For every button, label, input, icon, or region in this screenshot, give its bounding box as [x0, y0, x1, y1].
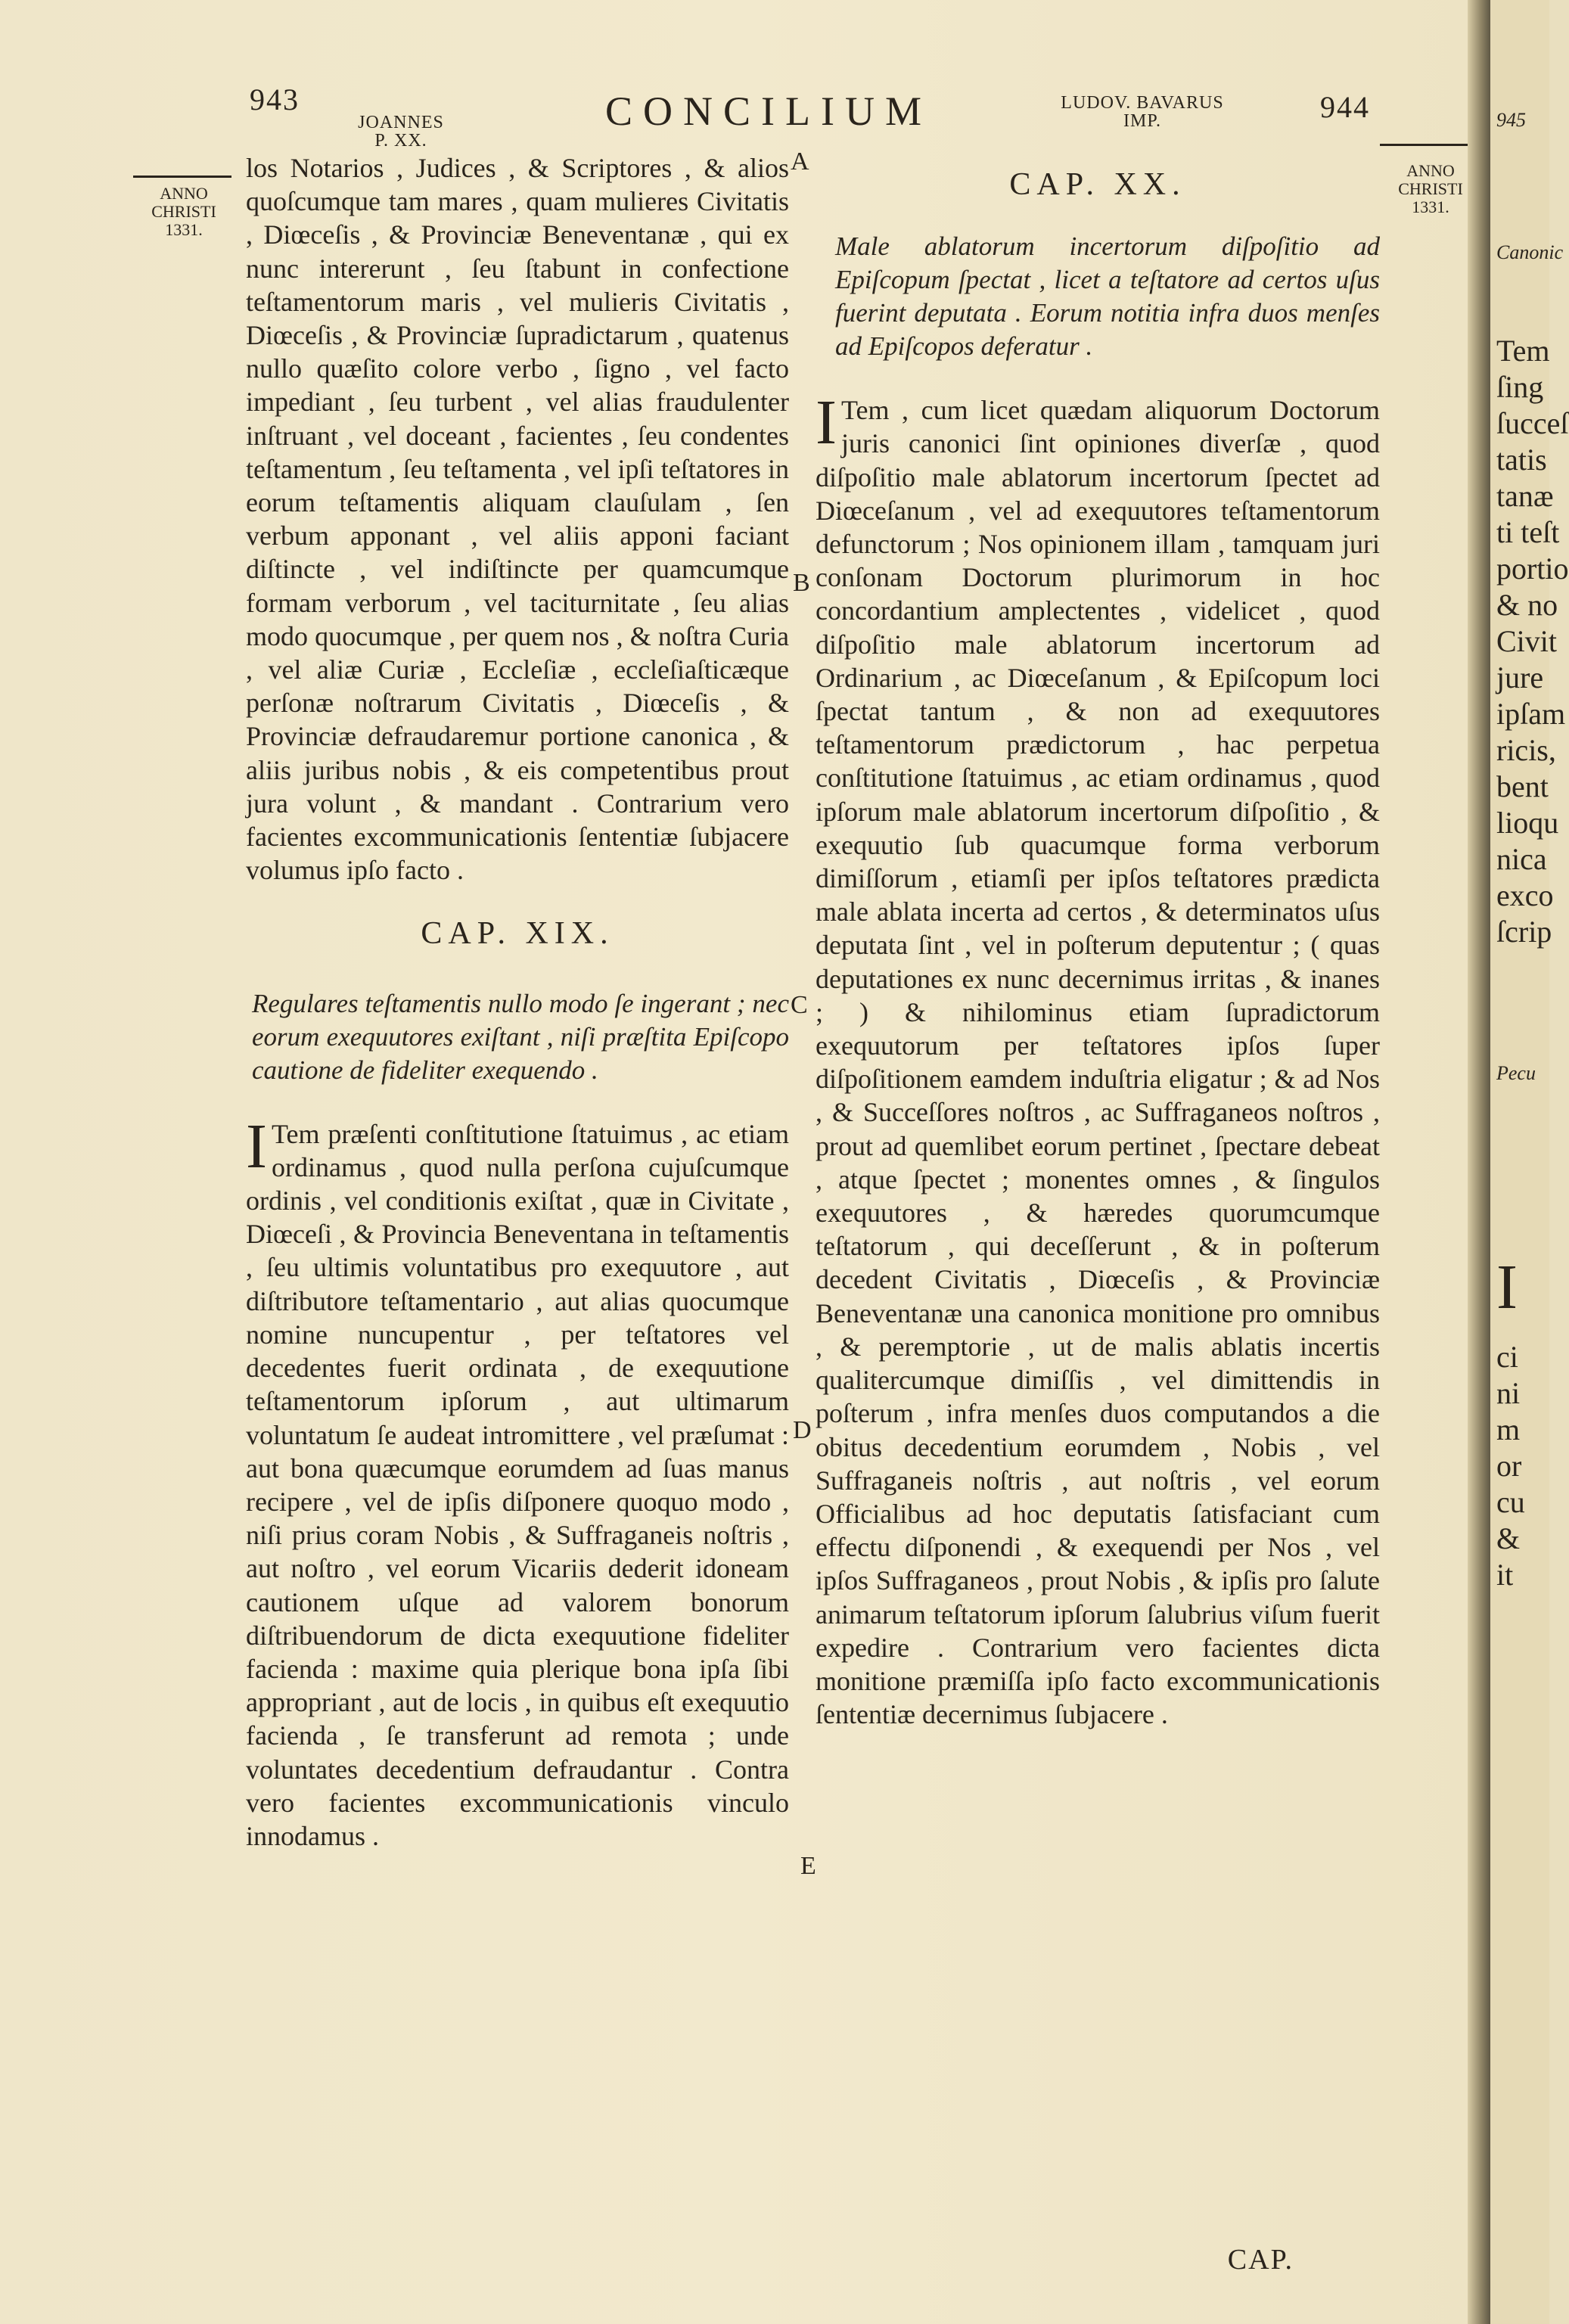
- next-page-fragment: Pecu: [1496, 1062, 1536, 1084]
- next-page-fragment: I: [1496, 1252, 1518, 1322]
- cap-xx-heading: CAP. XX.: [1009, 167, 1186, 202]
- year-note-right: ANNO CHRISTI 1331.: [1398, 161, 1463, 216]
- next-page-fragment: tanæ: [1496, 479, 1554, 513]
- section-letter-e: E: [800, 1852, 816, 1880]
- running-head-pope: JOANNES P. XX.: [358, 113, 444, 151]
- next-page-fragment: portio: [1496, 551, 1569, 586]
- next-page-fragment: Civit: [1496, 624, 1558, 658]
- next-page-fragment: cu: [1496, 1485, 1525, 1519]
- right-column: [816, 168, 1380, 1731]
- cap-xix-text: ITem præſenti conſtitutione ſtatuimus , ac etiam ordinamus , quod nulla perſona cujuſcumque ordinis , vel conditionis exiſtat , quæ in Civitate , Diœceſi , & Provincia Beneventana in teſtamentis , ſeu ultimis voluntatibus pro exequutore , aut diſtributore teſtamentario , aut alias quocumque nomine nuncupentur , per teſtatores vel decedentes fuerit ordinata , de exequutione teſtamentorum ipſorum , aut ultimarum voluntatum ſe audeat intromittere , vel præſumat : aut bona quæcumque eorumdem ad ſuas manus recipere , vel de ipſis diſponere quoquo modo , niſi prius coram Nobis , & Suffraganeis noſtris , aut noſtro , vel eorum Vicariis dederit idoneam cautionem uſque ad valorem bonorum diſtribuendorum de dicta exequutione fideliter facienda : maxime quia plerique bona ipſa ſibi appropriant , aut de locis , in quibus eſt exequutio facienda , ſe transferunt ad remota ; unde voluntates decedentium defraudantur . Contra vero facientes excommunicationis vinculo innodamus .: [246, 1111, 789, 1851]
- left-column-text-top: los Notarios , Judices , & Scriptores , & alios quoſcumque tam mares , quam mulieres Civitatis , Diœceſis , & Provinciæ Beneventanæ , qui ex nunc intererunt , ſeu ſtabunt in confectione teſtamentorum maris , vel mulieris Civitatis , Diœceſis , & Provinciæ ſupradictarum , quatenus nullo quæſito colore verbo , ſigno , vel facto impediant , ſeu turbent , vel alias fraudulenter inſtruant , vel doceant , facientes , ſeu condentes teſtamentum , ſeu teſtamenta , vel ipſi teſtatores in eorum teſtamentis aliquam clauſulam , ſen verbum apponant , vel aliis apponi faciant diſtincte , vel indiſtincte per quamcumque formam verborum , vel taciturnitate , ſeu alias modo quocumque , per quem nos , & noſtra Curia , vel aliæ Curiæ , Eccleſiæ , eccleſiaſticæque perſonæ noſtrarum Civitatis , Diœceſis , & Provinciæ defraudaremur portione canonica , & aliis juribus nobis , & eis competentibus prout jura volunt , & mandant . Contrarium vero facientes excommunicationis ſententiæ ſubjacere volumus ipſo facto .: [246, 153, 789, 886]
- page-number-left: 943: [250, 82, 300, 117]
- next-page-fragment: it: [1496, 1558, 1514, 1592]
- next-page-fragment: exco: [1496, 878, 1554, 912]
- next-page-fragment: ipſam: [1496, 697, 1566, 731]
- next-page-fragment: ſcrip: [1496, 915, 1552, 949]
- cap-xx-summary: Male ablatorum incertorum diſpoſitio ad Epiſcopum ſpectat , licet a teſtatore ad certos uſus fuerint deputata . Eorum notitia infra duos menſes ad Epiſcopos deferatur .: [835, 231, 1380, 362]
- next-page-fragment: & no: [1496, 588, 1558, 622]
- section-letter-d: D: [793, 1416, 812, 1444]
- year-note-left: ANNO CHRISTI 1331.: [151, 184, 216, 239]
- cap-xx-text: ITem , cum licet quædam aliquorum Doctorum juris canonici ſint opiniones diverſæ , quod diſpoſitio male ablatorum incertorum ſpectet ad Diœceſanum , vel ad exequutores teſtamentorum defunctorum ; Nos opinionem illam , tamquam juri conſonam Doctorum plurimorum in hoc concordantium amplectentes , videlicet , quod diſpoſitio male ablatorum incertorum ad Ordinarium , ac Diœceſanum , & Epiſcopum loci ſpectat tantum , & non ad exequutores teſtamentorum prædictorum , hac perpetua conſtitutione ſtatuimus , ac etiam ordinamus , quod ipſorum male ablatorum incertorum diſpoſitio , & exequutio ſub quacumque forma verborum dimiſſorum , etiamſi per ipſos teſtatores prædicta male ablata incerta ad certos , & determinatos uſus deputata ſint , vel in poſterum deputentur ; ( quas deputationes ex nunc decernimus irritas , & inanes ; ) & nihilominus etiam ſupradictorum exequutorum per teſtatores ipſos ſuper diſpoſitionem eamdem induſtria eligatur ; & ad Nos , & Succeſſores noſtros , ac Suffraganeos noſtros , prout ad quemlibet eorum pertinet , ſpectare debeat , atque ſpectet ; monentes omnes , & ſingulos exequutores , & hæredes quorumcumque teſtatorum , qui deceſſerunt , & in poſterum decedent Civitatis , Diœceſis , & Provinciæ Beneventanæ una canonica monitione pro omnibus , & peremptorie , ut de malis ablatis incertis qualitercumque dimiſſis , vel dimittendis in poſterum , infra menſes duos computandos a die obitus decedentium eorumdem , Nobis , vel Suffraganeis noſtris , aut noſtris , vel eorum Officialibus ad hoc deputatis ſatisfaciant cum effectu diſponendi , & exequendi per Nos , vel ipſos Suffraganeos , prout Nobis , & ipſis pro ſalute animarum teſtatorum ipſorum ſalubrius viſum fuerit expedire . Contrarium vero facientes dicta monitione præmiſſa ipſo facto excommunicationis ſententiæ decernimus ſubjacere .: [816, 387, 1380, 1730]
- next-page-fragment: m: [1496, 1412, 1521, 1446]
- next-page-fragment: ricis,: [1496, 733, 1556, 767]
- catchword: CAP.: [1227, 2244, 1294, 2276]
- cap-xix-heading: CAP. XIX.: [421, 916, 614, 952]
- margin-rule-left: [133, 176, 231, 178]
- left-column: [246, 151, 789, 1853]
- page-number-right: 944: [1320, 90, 1370, 124]
- next-page-number: 945: [1496, 109, 1526, 131]
- section-letter-a: A: [791, 148, 809, 176]
- next-page-fragment: bent: [1496, 769, 1549, 803]
- margin-rule-right: [1380, 144, 1478, 146]
- adjacent-page-edge: [1490, 0, 1569, 2324]
- next-page-fragment: tatis: [1496, 443, 1547, 477]
- cap-xix-summary: Regulares teſtamentis nullo modo ſe ingerant ; nec eorum exequutores exiſtant , niſi præſtita Epiſcopo cautione de fideliter exequendo .: [252, 988, 789, 1085]
- next-page-fragment: lioqu: [1496, 806, 1559, 840]
- next-page-fragment: &: [1496, 1521, 1521, 1555]
- next-page-fragment: nica: [1496, 842, 1547, 876]
- next-page-fragment: ſing: [1496, 370, 1544, 404]
- running-head-title: CONCILIUM: [605, 89, 932, 134]
- running-head-emperor: LUDOV. BAVARUS IMP.: [1061, 93, 1224, 131]
- next-page-fragment: ni: [1496, 1376, 1521, 1410]
- next-page-fragment: ti teſt: [1496, 515, 1560, 549]
- section-letter-b: B: [793, 569, 810, 597]
- next-page-fragment: ſucceſ: [1496, 406, 1569, 440]
- next-page-fragment: or: [1496, 1449, 1522, 1483]
- binding-gutter: [1468, 0, 1490, 2324]
- next-page-fragment: jure: [1496, 660, 1544, 694]
- next-page-fragment: ci: [1496, 1340, 1518, 1374]
- section-letter-c: C: [791, 991, 808, 1019]
- next-page-fragment: Tem: [1496, 334, 1550, 368]
- next-page-fragment: Canonic: [1496, 241, 1564, 263]
